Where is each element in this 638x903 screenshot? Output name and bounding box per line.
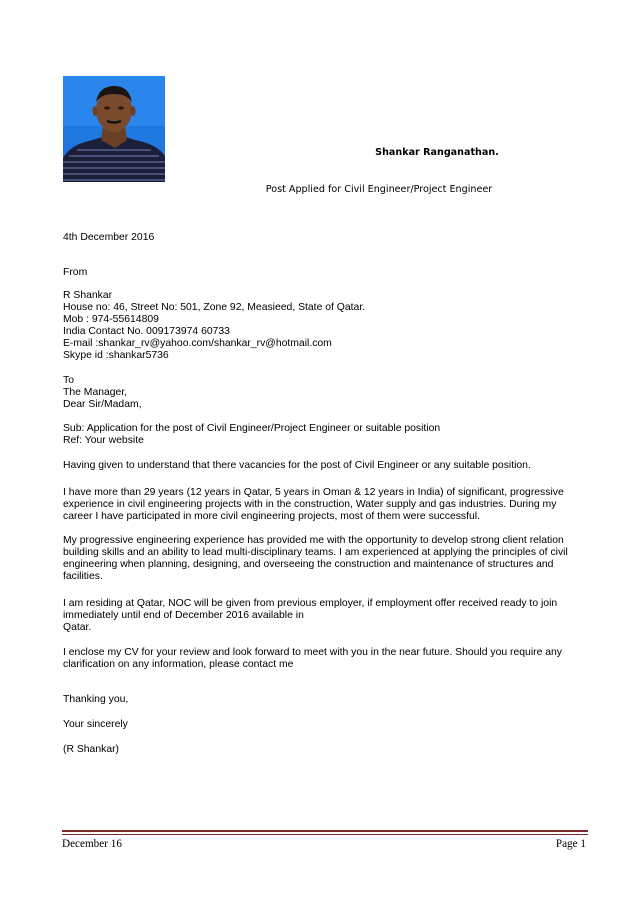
- paragraph-4-line-1: I am residing at Qatar, NOC will be given from previous employer, if employment offer received ready to join: [63, 598, 558, 609]
- from-label: From: [63, 267, 88, 278]
- subject-line: Sub: Application for the post of Civil Engineer/Project Engineer or suitable position: [63, 423, 441, 434]
- reference-line: Ref: Your website: [63, 435, 144, 446]
- thanks-line: Thanking you,: [63, 694, 129, 705]
- footer-page-number: Page 1: [555, 838, 586, 850]
- footer-date: December 16: [62, 838, 122, 850]
- paragraph-2-line-2: experience in civil engineering projects with in the construction, Water supply and gas industries. During my: [63, 499, 557, 510]
- sender-skype: Skype id :shankar5736: [63, 350, 169, 361]
- paragraph-3-line-2: building skills and an ability to lead multi-disciplinary teams. I am experienced at applying the principles of civil: [63, 547, 568, 558]
- paragraph-4-line-3: Qatar.: [63, 622, 92, 633]
- person-photo-illustration: [63, 76, 165, 182]
- footer-rule-thin: [62, 834, 588, 835]
- signature-line: (R Shankar): [63, 744, 120, 755]
- sender-email: E-mail :shankar_rv@yahoo.com/shankar_rv@hotmail.com: [63, 338, 332, 349]
- to-label: To: [63, 375, 74, 386]
- paragraph-5-line-1: I enclose my CV for your review and look forward to meet with you in the near future. Should you require any: [63, 647, 563, 658]
- sender-address: House no: 46, Street No: 501, Zone 92, Measieed, State of Qatar.: [63, 302, 366, 313]
- applicant-photo: [63, 76, 165, 182]
- footer-rule-thick: [62, 830, 588, 832]
- sender-india-contact: India Contact No. 009173974 60733: [63, 326, 230, 337]
- paragraph-5-line-2: clarification on any information, please contact me: [63, 659, 294, 670]
- post-applied: Post Applied for Civil Engineer/Project Engineer: [265, 184, 493, 195]
- paragraph-4-line-2: immediately until end of December 2016 available in: [63, 610, 304, 621]
- paragraph-2-line-3: career I have participated in more civil engineering projects, most of them were successful.: [63, 511, 480, 522]
- closing-line: Your sincerely: [63, 719, 128, 730]
- salutation: Dear Sir/Madam,: [63, 399, 142, 410]
- paragraph-3-line-4: facilities.: [63, 571, 103, 582]
- applicant-name: Shankar Ranganathan.: [375, 147, 499, 158]
- paragraph-3-line-1: My progressive engineering experience has provided me with the opportunity to develop strong client relation: [63, 535, 564, 546]
- sender-mobile: Mob : 974-55614809: [63, 314, 159, 325]
- paragraph-2-line-1: I have more than 29 years (12 years in Qatar, 5 years in Oman & 12 years in India) of significant, progressive: [63, 487, 564, 498]
- paragraph-1: Having given to understand that there vacancies for the post of Civil Engineer or any suitable position.: [63, 460, 531, 471]
- letter-date: 4th December 2016: [63, 232, 155, 243]
- recipient: The Manager,: [63, 387, 128, 398]
- paragraph-3-line-3: engineering when planning, designing, and overseeing the construction and maintenance of structures and: [63, 559, 554, 570]
- sender-name: R Shankar: [63, 290, 113, 301]
